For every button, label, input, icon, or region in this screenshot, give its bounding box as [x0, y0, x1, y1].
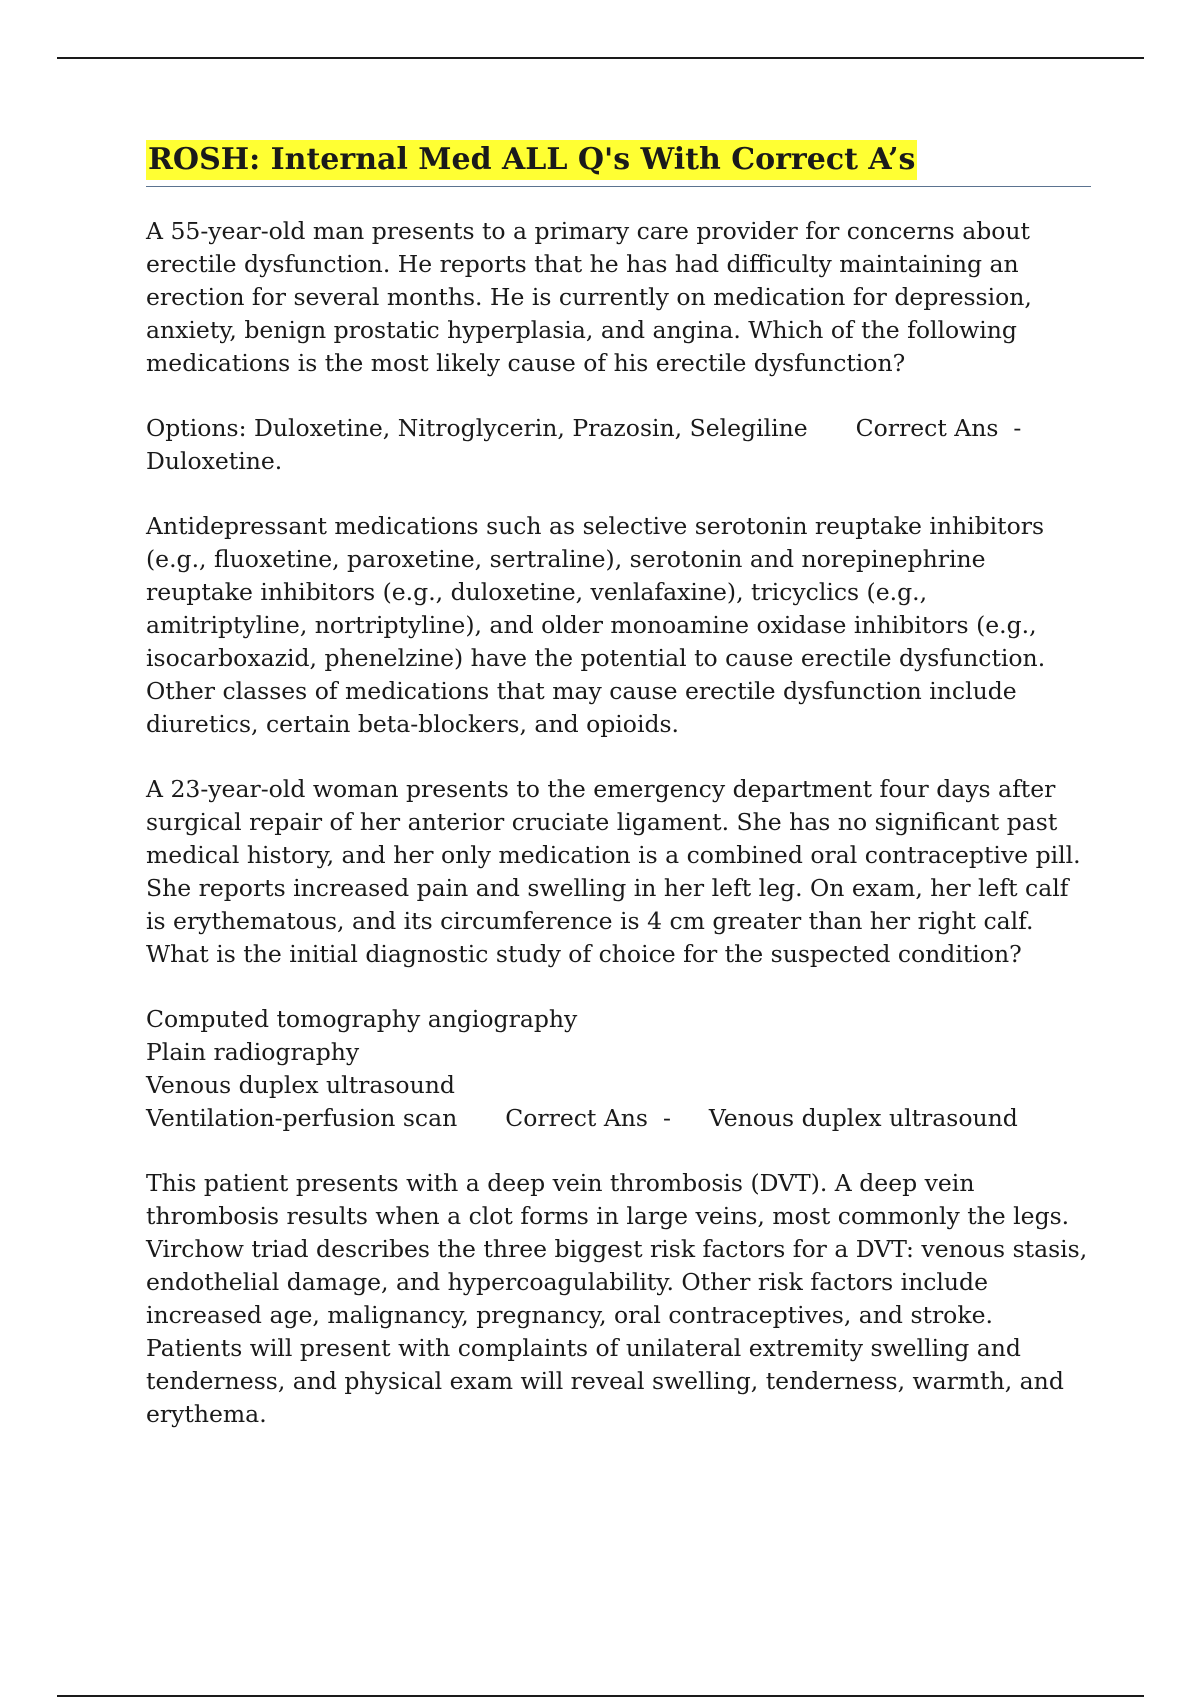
- correct-answer-label: Correct Ans: [505, 1104, 648, 1132]
- page-bottom-rule: [57, 1695, 1144, 1697]
- document-title: ROSH: Internal Med ALL Q's With Correct A’s: [146, 140, 917, 180]
- correct-answer-label: Correct Ans: [855, 414, 999, 442]
- question-1-explanation: Antidepressant medications such as selective serotonin reuptake inhibitors (e.g., fluoxetine, paroxetine, sertraline), serotonin and norepinephrine reuptake inhibitors (e.g., duloxetine, venlafaxine), tricyclics (e.g., amitriptyline, nortriptyline), and older monoamine oxidase inhibitors (e.g., isocarboxazid, phenelzine) have the potential to cause erectile dysfunction. Other classes of medications that may cause erectile dysfunction include diuretics, certain beta-blockers, and opioids.: [146, 512, 1046, 738]
- question-2-correct-answer: Venous duplex ultrasound: [708, 1104, 1018, 1132]
- question-2-explanation: This patient presents with a deep vein thrombosis (DVT). A deep vein thrombosis results when a clot forms in large veins, most commonly the legs. Virchow triad describes the three biggest risk factors for a DVT: venous stasis, endothelial damage, and hypercoagulability. Other risk factors include increased age, malignancy, pregnancy, oral contraceptives, and stroke. Patients will present with complaints of unilateral extremity swelling and tenderness, and physical exam will reveal swelling, tenderness, warmth, and erythema.: [146, 1169, 1088, 1428]
- question-1-correct-answer: Duloxetine.: [146, 447, 283, 475]
- question-2-options: [146, 1003, 1091, 1135]
- question-1-options-line: [146, 412, 1091, 445]
- question-1-answer: [146, 412, 1091, 478]
- page-top-rule: [57, 57, 1144, 59]
- document-body: [146, 140, 1091, 1463]
- option-item: Plain radiography: [146, 1038, 360, 1066]
- option-item: Venous duplex ultrasound: [146, 1071, 455, 1099]
- question-2-stem: A 23-year-old woman presents to the emergency department four days after surgical repair of her anterior cruciate ligament. She has no significant past medical history, and her only medication is a combined oral contraceptive pill. She reports increased pain and swelling in her left leg. On exam, her left calf is erythematous, and its circumference is 4 cm greater than her right calf. What is the initial diagnostic study of choice for the suspected condition?: [146, 775, 1081, 968]
- question-1-stem: A 55-year-old man presents to a primary care provider for concerns about erectile dysfunction. He reports that he has had difficulty maintaining an erection for several months. He is currently on medication for depression, anxiety, benign prostatic hyperplasia, and angina. Which of the following medications is the most likely cause of his erectile dysfunction?: [146, 217, 1032, 377]
- answer-dash: -: [662, 1104, 671, 1132]
- option-item: Ventilation-perfusion scan: [146, 1104, 458, 1132]
- title-block: [146, 140, 1091, 187]
- answer-dash: -: [1013, 414, 1022, 442]
- option-item: Computed tomography angiography: [146, 1005, 578, 1033]
- question-2-last-option-line: [146, 1102, 1091, 1135]
- question-1-options: Options: Duloxetine, Nitroglycerin, Prazosin, Selegiline: [146, 414, 808, 442]
